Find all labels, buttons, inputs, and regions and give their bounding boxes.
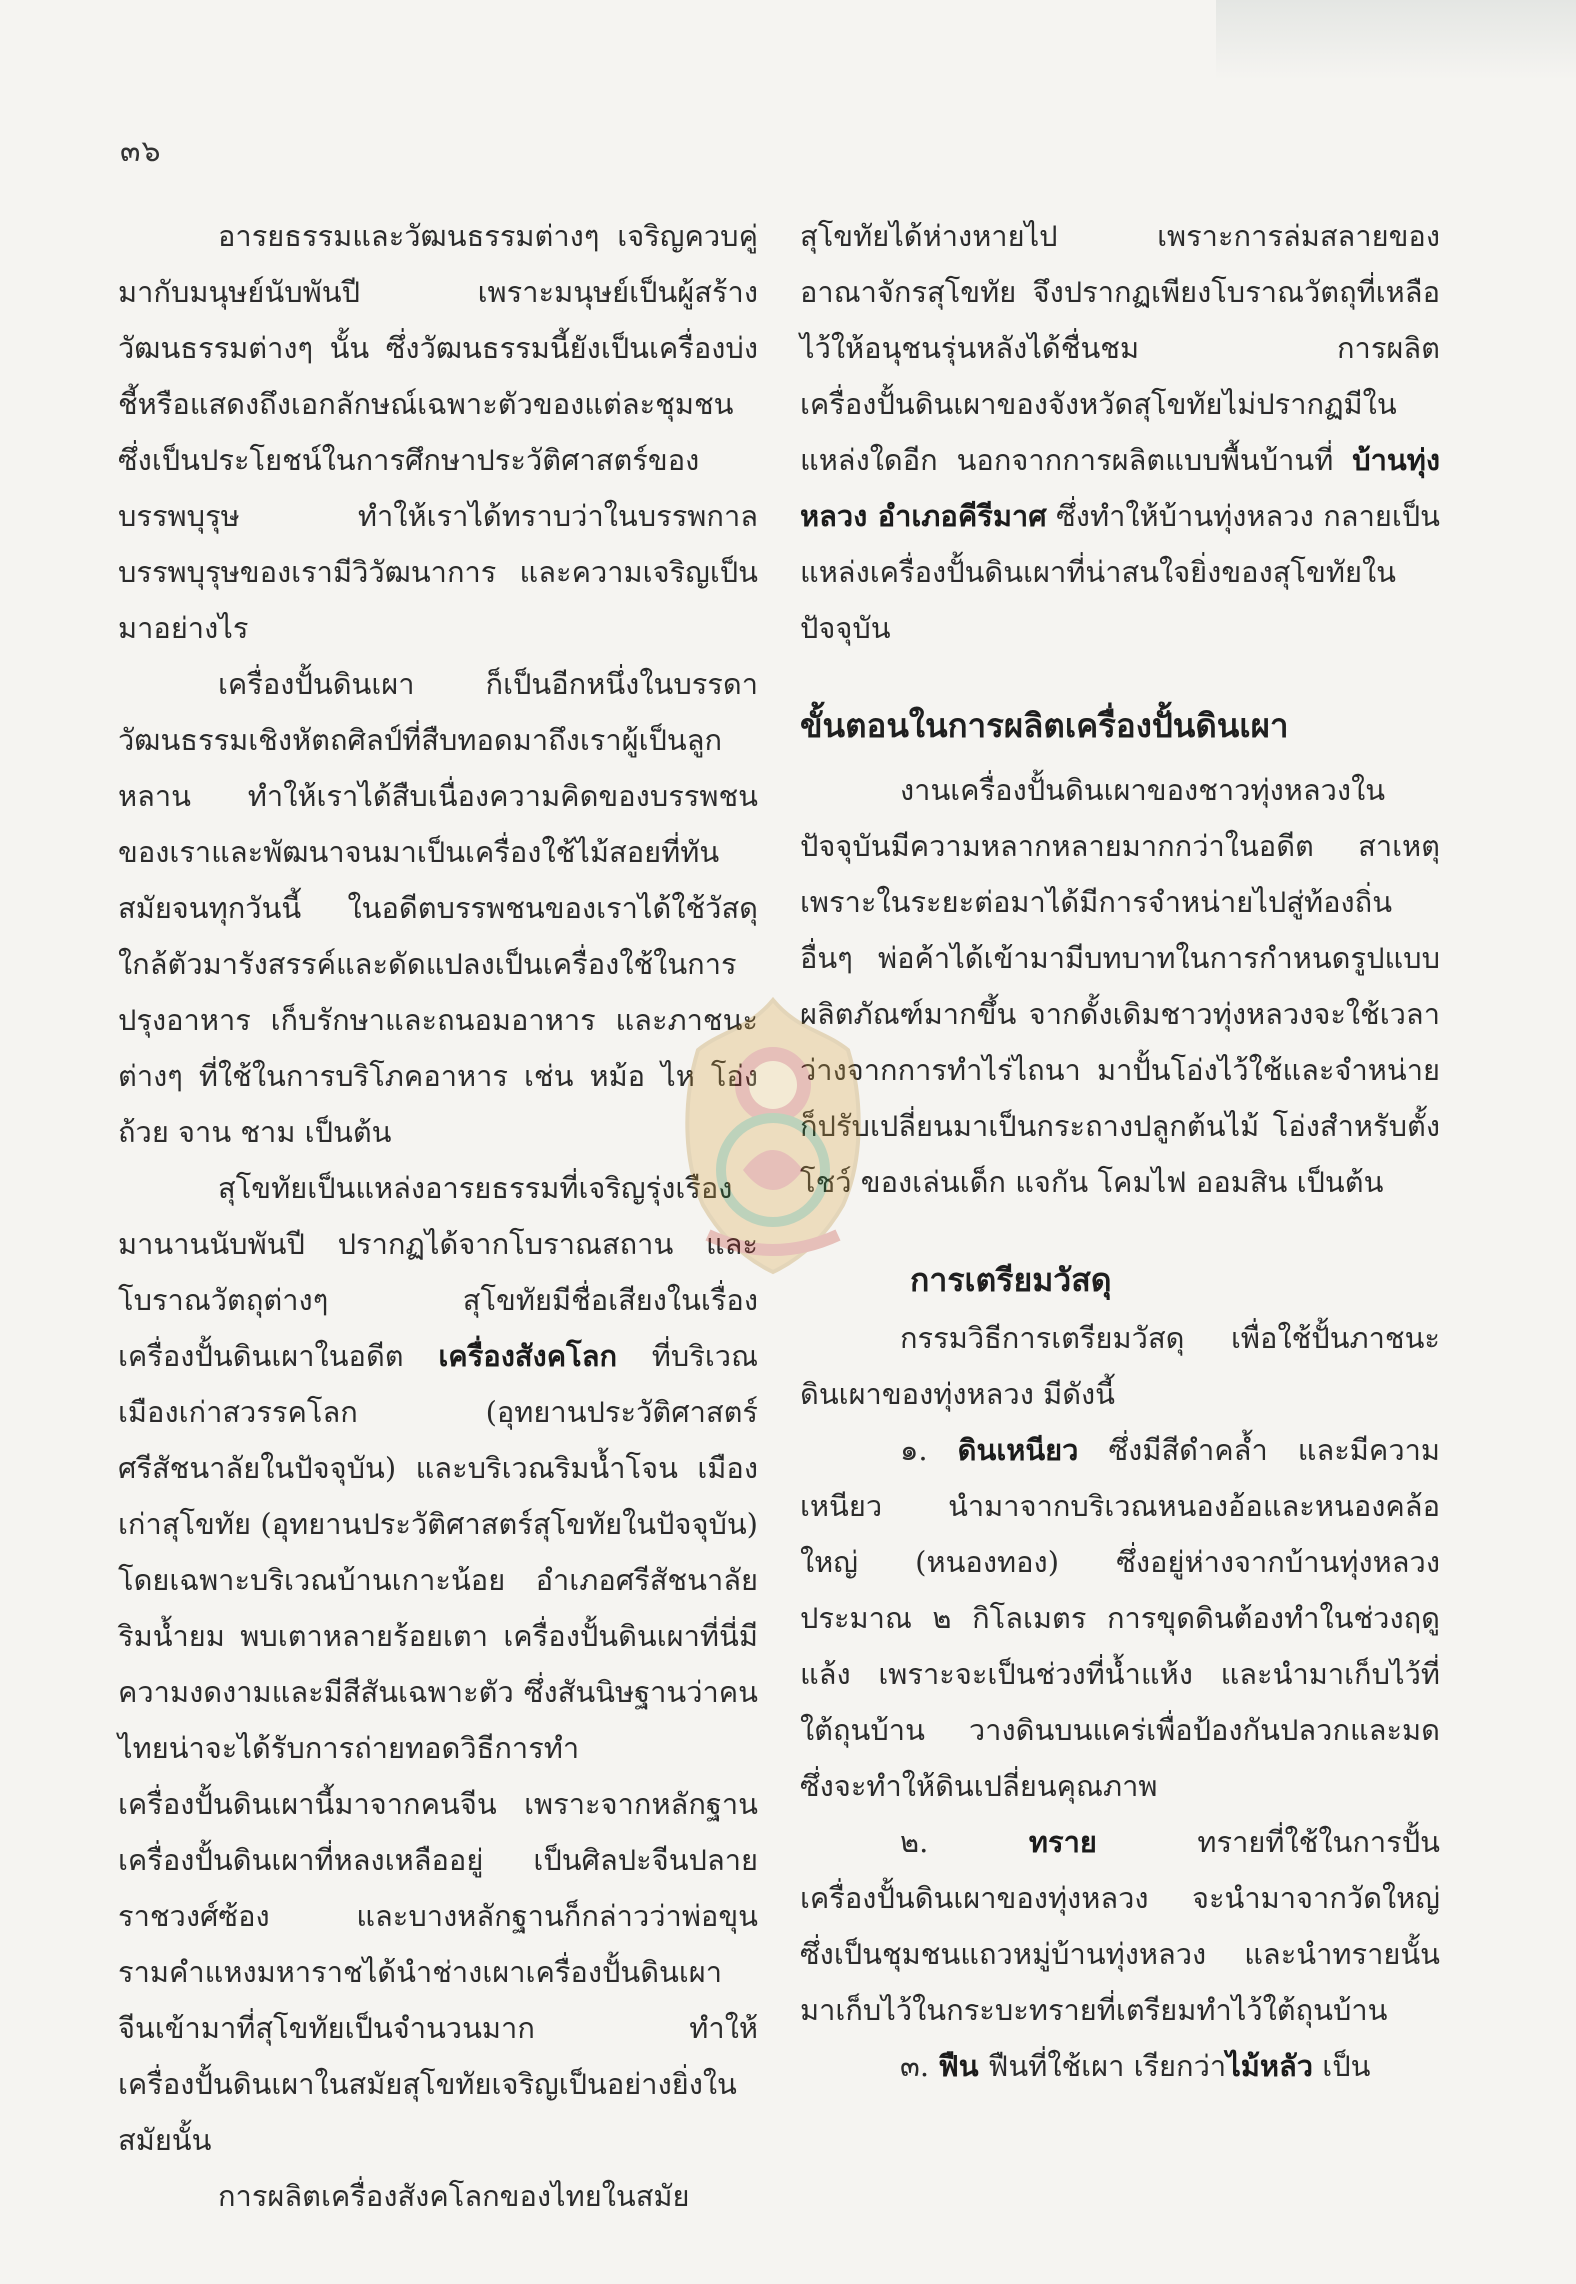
list-number-3: ๓. [900, 2049, 930, 2083]
left-paragraph-1: อารยธรรมและวัฒนธรรมต่างๆ เจริญควบคู่มากับมนุษย์นับพันปี เพราะมนุษย์เป็นผู้สร้างวัฒนธรรมต่างๆ นั้น ซึ่งวัฒนธรรมนี้ยังเป็นเครื่องบ่งชี้หรือแสดงถึงเอกลักษณ์เฉพาะตัวของแต่ละชุมชน ซึ่งเป็นประโยชน์ในการศึกษาประวัติศาสตร์ของบรรพบุรุษ ทำให้เราได้ทราบว่าในบรรพกาลบรรพบุรุษของเรามีวิวัฒนาการ และความเจริญเป็นมาอย่างไร [118, 219, 758, 645]
list-item-firewood [800, 2038, 1440, 2094]
right-paragraph-1-text-a: สุโขทัยได้ห่างหายไป เพราะการล่มสลายของอาณาจักรสุโขทัย จึงปรากฏเพียงโบราณวัตถุที่เหลือไว้ให้อนุชนรุ่นหลังได้ชื่นชม การผลิตเครื่องปั้นดินเผาของจังหวัดสุโขทัยไม่ปรากฏมีในแหล่งใดอีก นอกจากการผลิตแบบพื้นบ้านที่ [800, 219, 1440, 477]
list-item-clay [800, 1422, 1440, 1814]
right-paragraph-3: กรรมวิธีการเตรียมวัสดุ เพื่อใช้ปั้นภาชนะดินเผาของทุ่งหลวง มีดังนี้ [800, 1321, 1440, 1411]
list-number-2: ๒. [900, 1825, 929, 1859]
left-paragraph-3-text-a: สุโขทัยเป็นแหล่งอารยธรรมที่เจริญรุ่งเรืองมานานนับพันปี ปรากฏได้จากโบราณสถาน และโบราณวัตถุต่างๆ สุโขทัยมีชื่อเสียงในเรื่องเครื่องปั้นดินเผาในอดีต [118, 1171, 758, 1373]
left-paragraph-3-text-b: ที่บริเวณเมืองเก่าสวรรคโลก (อุทยานประวัติศาสตร์ศรีสัชนาลัยในปัจจุบัน) และบริเวณริมน้ำโจน เมืองเก่าสุโขทัย (อุทยานประวัติศาสตร์สุโขทัยในปัจจุบัน) โดยเฉพาะบริเวณบ้านเกาะน้อย อำเภอศรีสัชนาลัย ริมน้ำยม พบเตาหลายร้อยเตา เครื่องปั้นดินเผาที่นี่มีความงดงามและมีสีสันเฉพาะตัว ซึ่งสันนิษฐานว่าคนไทยน่าจะได้รับการถ่ายทอดวิธีการทำเครื่องปั้นดินเผานี้มาจากคนจีน เพราะจากหลักฐานเครื่องปั้นดินเผาที่หลงเหลืออยู่ เป็นศิลปะจีนปลายราชวงศ์ซ้อง และบางหลักฐานก็กล่าวว่าพ่อขุนรามคำแหงมหาราชได้นำช่างเผาเครื่องปั้นดินเผาจีนเข้ามาที่สุโขทัยเป็นจำนวนมาก ทำให้เครื่องปั้นดินเผาในสมัยสุโขทัยเจริญเป็นอย่างยิ่งในสมัยนั้น [118, 1339, 758, 2157]
left-paragraph-4: การผลิตเครื่องสังคโลกของไทยในสมัย [218, 2179, 690, 2213]
left-column [118, 208, 758, 2224]
list-number-1: ๑. [900, 1433, 928, 1467]
ban-thung-luang-term: บ้านทุ่งหลวง อำเภอคีรีมาศ [800, 443, 1440, 533]
list-text-firewood-a: ฟืนที่ใช้เผา เรียกว่า [978, 2049, 1227, 2083]
right-paragraph-1-text-b: ซึ่งทำให้บ้านทุ่งหลวง กลายเป็นแหล่งเครื่องปั้นดินเผาที่น่าสนใจยิ่งของสุโขทัยในปัจจุบัน [800, 499, 1440, 645]
list-term-sand: ทราย [1028, 1825, 1097, 1859]
list-text-clay: ซึ่งมีสีดำคล้ำ และมีความเหนียว นำมาจากบริเวณหนองอ้อและหนองคล้อใหญ่ (หนองทอง) ซึ่งอยู่ห่างจากบ้านทุ่งหลวงประมาณ ๒ กิโลเมตร การขุดดินต้องทำในช่วงฤดูแล้ง เพราะจะเป็นช่วงที่น้ำแห้ง และนำมาเก็บไว้ที่ใต้ถุนบ้าน วางดินบนแคร่เพื่อป้องกันปลวกและมด ซึ่งจะทำให้ดินเปลี่ยนคุณภาพ [800, 1433, 1440, 1803]
list-term-firewood: ฟืน [938, 2049, 979, 2083]
list-term-clay: ดินเหนียว [957, 1433, 1079, 1467]
left-paragraph-3 [118, 1160, 758, 2168]
subsection-heading: การเตรียมวัสดุ [910, 1261, 1112, 1299]
right-column [800, 208, 1440, 2094]
list-text-sand: ทรายที่ใช้ในการปั้นเครื่องปั้นดินเผาของทุ่งหลวง จะนำมาจากวัดใหญ่ ซึ่งเป็นชุมชนแถวหมู่บ้านทุ่งหลวง และนำทรายนั้นมาเก็บไว้ในกระบะทรายที่เตรียมทำไว้ใต้ถุนบ้าน [800, 1825, 1440, 2027]
right-paragraph-2: งานเครื่องปั้นดินเผาของชาวทุ่งหลวงในปัจจุบันมีความหลากหลายมากกว่าในอดีต สาเหตุเพราะในระยะต่อมาได้มีการจำหน่ายไปสู่ท้องถิ่นอื่นๆ พ่อค้าได้เข้ามามีบทบาทในการกำหนดรูปแบบผลิตภัณฑ์มากขึ้น จากดั้งเดิมชาวทุ่งหลวงจะใช้เวลาว่างจากการทำไร่ไถนา มาปั้นโอ่งไว้ใช้และจำหน่าย ก็ปรับเปลี่ยนมาเป็นกระถางปลูกต้นไม้ โอ่งสำหรับตั้งโชว์ ของเล่นเด็ก แจกัน โคมไฟ ออมสิน เป็นต้น [800, 773, 1440, 1199]
left-paragraph-2: เครื่องปั้นดินเผา ก็เป็นอีกหนึ่งในบรรดาวัฒนธรรมเชิงหัตถศิลป์ที่สืบทอดมาถึงเราผู้เป็นลูกหลาน ทำให้เราได้สืบเนื่องความคิดของบรรพชนของเราและพัฒนาจนมาเป็นเครื่องใช้ไม้สอยที่ทันสมัยจนทุกวันนี้ ในอดีตบรรพชนของเราได้ใช้วัสดุใกล้ตัวมารังสรรค์และดัดแปลงเป็นเครื่องใช้ในการปรุงอาหาร เก็บรักษาและถนอมอาหาร และภาชนะต่างๆ ที่ใช้ในการบริโภคอาหาร เช่น หม้อ ไห โอ่ง ถ้วย จาน ชาม เป็นต้น [118, 667, 758, 1149]
list-text-firewood-b: เป็น [1313, 2049, 1371, 2083]
section-heading: ขั้นตอนในการผลิตเครื่องปั้นดินเผา [800, 706, 1289, 745]
scan-shadow [1216, 0, 1576, 80]
list-item-sand [800, 1814, 1440, 2038]
list-term-mai-lua: ไม้หลัว [1226, 2049, 1314, 2083]
sangkhalok-term: เครื่องสังคโลก [438, 1339, 618, 1373]
page-number: ๓๖ [120, 134, 162, 169]
right-paragraph-1 [800, 208, 1440, 656]
